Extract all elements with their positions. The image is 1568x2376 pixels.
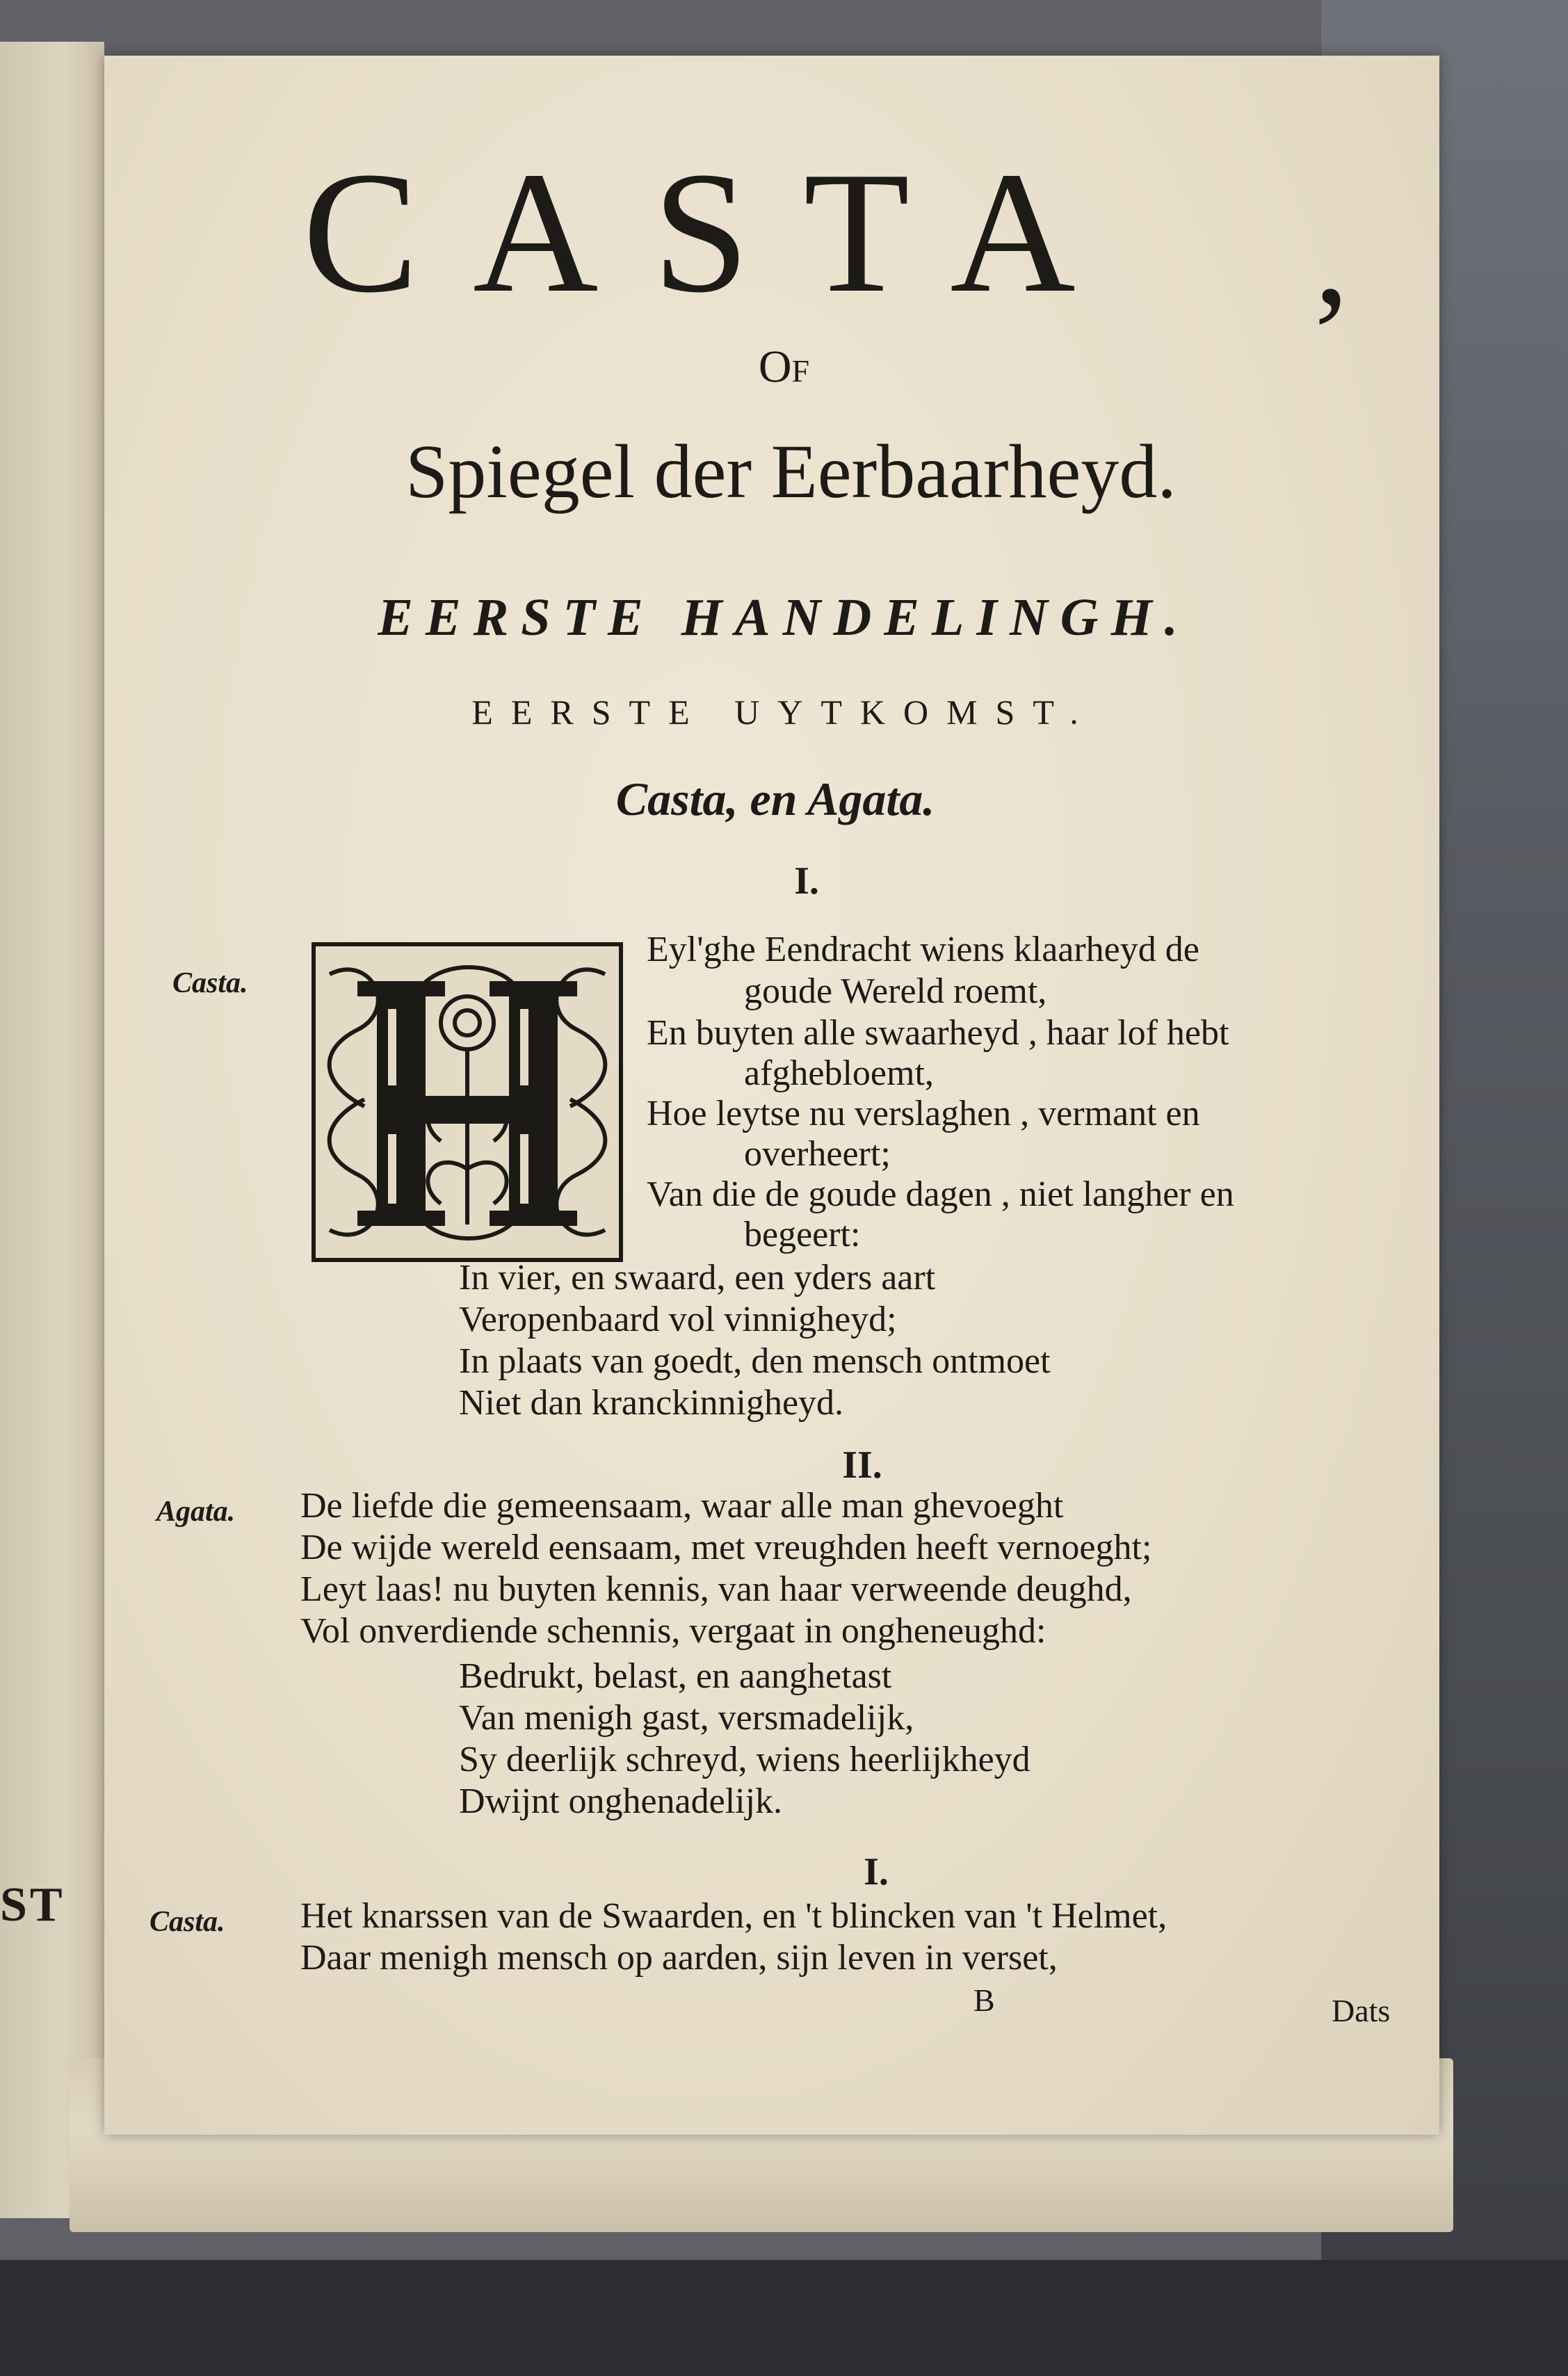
- verse-line: Niet dan kranckinnigheyd.: [459, 1383, 844, 1423]
- facing-page-text-fragment: ST: [0, 1878, 65, 1932]
- verse-line: Veropenbaard vol vinnigheyd;: [459, 1300, 897, 1339]
- verse-line: Vol onverdiende schennis, vergaat in ongheneughd:: [300, 1611, 1046, 1651]
- verse-line: De liefde die gemeensaam, waar alle man ghevoeght: [300, 1486, 1064, 1526]
- verse-line: Sy deerlijk schreyd, wiens heerlijkheyd: [459, 1740, 1030, 1779]
- verse-line: De wijde wereld eensaam, met vreughden heeft vernoeght;: [300, 1528, 1152, 1567]
- verse-line: Daar menigh mensch op aarden, sijn leven in verset,: [300, 1938, 1058, 1978]
- stanza-numeral: II.: [842, 1444, 882, 1487]
- floral-ornament-icon: [316, 946, 619, 1258]
- title-punctuation: ,: [1314, 180, 1349, 334]
- verse-line: Van menigh gast, versmadelijk,: [459, 1698, 914, 1738]
- verse-line: Eyl'ghe Eendracht wiens klaarheyd de: [647, 930, 1199, 969]
- speaker-label: Casta.: [172, 967, 248, 999]
- book-title: CASTA: [302, 136, 1130, 329]
- verse-line: Bedrukt, belast, en aanghetast: [459, 1656, 892, 1696]
- verse-line: Dwijnt onghenadelijk.: [459, 1781, 783, 1821]
- verse-line: En buyten alle swaarheyd , haar lof hebt: [647, 1013, 1229, 1053]
- verse-line: begeert:: [744, 1215, 861, 1254]
- stanza-numeral: I.: [794, 859, 819, 903]
- signature-mark: B: [973, 1982, 995, 2018]
- speaker-label: Casta.: [149, 1906, 225, 1938]
- verse-line: overheert;: [744, 1134, 891, 1174]
- book-subtitle: Spiegel der Eerbaarheyd.: [405, 429, 1177, 514]
- verse-line: In plaats van goedt, den mensch ontmoet: [459, 1341, 1051, 1381]
- characters-line: Casta, en Agata.: [615, 773, 935, 825]
- background-table: [0, 2260, 1568, 2376]
- verse-line: goude Wereld roemt,: [744, 971, 1047, 1011]
- act-heading: EERSTE HANDELINGH.: [378, 588, 1190, 647]
- title-connector: Of: [758, 341, 810, 392]
- verse-line: Hoe leytse nu verslaghen , vermant en: [647, 1094, 1200, 1133]
- scene-heading: EERSTE UYTKOMST.: [471, 693, 1097, 732]
- catchword: Dats: [1332, 1993, 1391, 2028]
- stanza-numeral: I.: [864, 1850, 889, 1893]
- verse-line: Van die de goude dagen , niet langher en: [647, 1174, 1234, 1214]
- verse-line: Leyt laas! nu buyten kennis, van haar verweende deughd,: [300, 1569, 1132, 1609]
- ornamental-drop-cap: [312, 942, 623, 1262]
- speaker-label: Agata.: [156, 1496, 236, 1528]
- verse-line: afghebloemt,: [744, 1053, 934, 1093]
- verse-line: In vier, en swaard, een yders aart: [459, 1258, 936, 1298]
- verse-line: Het knarssen van de Swaarden, en 't blincken van 't Helmet,: [300, 1896, 1167, 1936]
